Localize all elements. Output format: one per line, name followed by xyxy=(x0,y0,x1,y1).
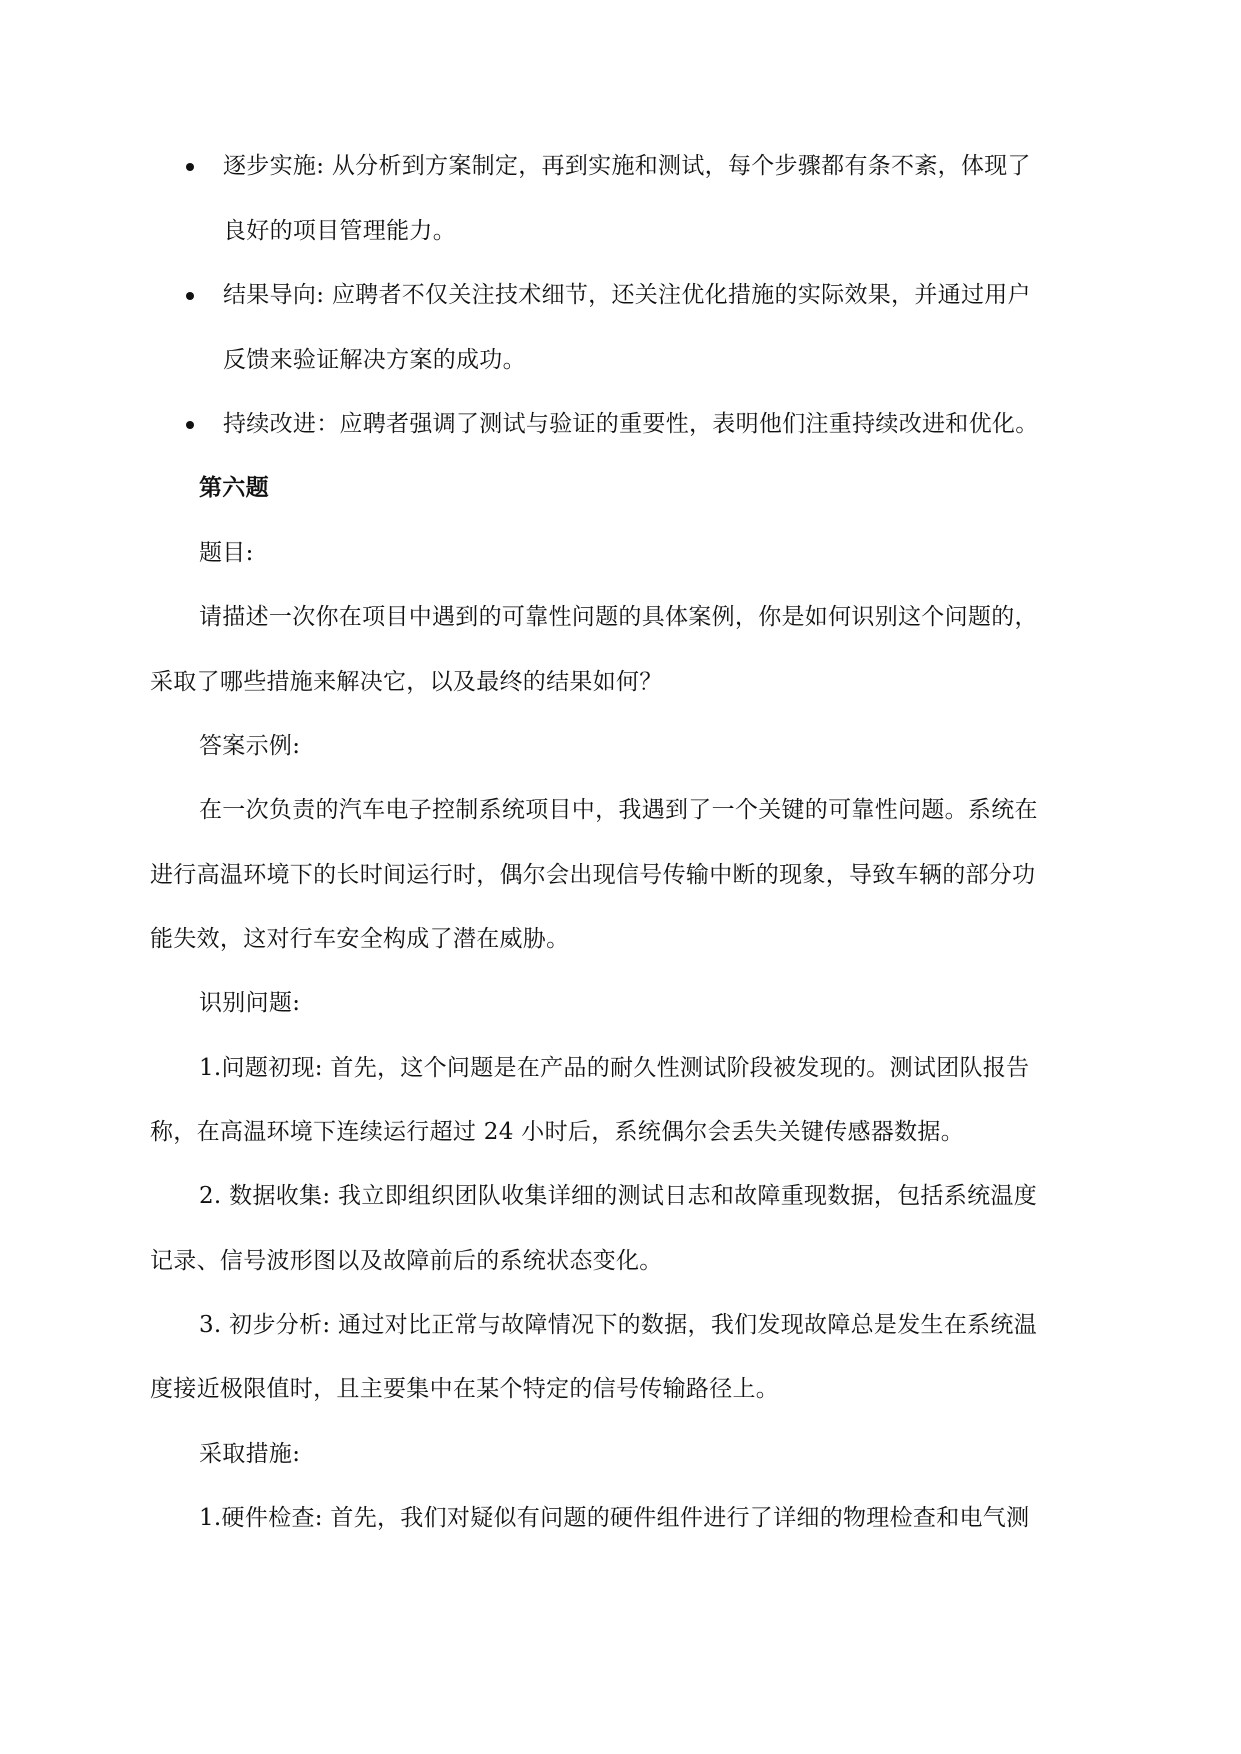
answer-label: 答案示例: xyxy=(199,733,301,759)
identify-item-1-line-2: 称，在高温环境下连续运行超过 24 小时后，系统偶尔会丢失关键传感器数据。 xyxy=(150,1119,964,1145)
question-line-1: 请描述一次你在项目中遇到的可靠性问题的具体案例，你是如何识别这个问题的， xyxy=(199,604,1038,630)
bullet-3-line-1: 持续改进：应聘者强调了测试与验证的重要性，表明他们注重持续改进和优化。 xyxy=(223,411,1039,437)
identify-item-3-line-2: 度接近极限值时，且主要集中在某个特定的信号传输路径上。 xyxy=(150,1376,780,1402)
identify-item-2-line-2: 记录、信号波形图以及故障前后的系统状态变化。 xyxy=(150,1248,663,1274)
bullet-dot-1 xyxy=(186,163,194,171)
identify-item-1-line-1: 1.问题初现: 首先，这个问题是在产品的耐久性测试阶段被发现的。测试团队报告 xyxy=(199,1055,1030,1081)
section-heading: 第六题 xyxy=(199,474,269,501)
identify-item-3-line-1: 3. 初步分析: 通过对比正常与故障情况下的数据，我们发现故障总是发生在系统温 xyxy=(199,1312,1038,1338)
bullet-1-line-1: 逐步实施: 从分析到方案制定，再到实施和测试，每个步骤都有条不紊，体现了 xyxy=(223,153,1031,179)
answer-intro-line-3: 能失效，这对行车安全构成了潜在威胁。 xyxy=(150,926,570,952)
measures-item-1-line-1: 1.硬件检查: 首先，我们对疑似有问题的硬件组件进行了详细的物理检查和电气测 xyxy=(199,1505,1030,1531)
bullet-dot-2 xyxy=(186,292,194,300)
measures-label: 采取措施: xyxy=(199,1441,301,1467)
question-label: 题目: xyxy=(199,540,254,566)
bullet-1-line-2: 良好的项目管理能力。 xyxy=(223,218,456,244)
bullet-dot-3 xyxy=(186,421,194,429)
identify-item-2-line-1: 2. 数据收集: 我立即组织团队收集详细的测试日志和故障重现数据，包括系统温度 xyxy=(199,1183,1038,1209)
bullet-2-line-1: 结果导向: 应聘者不仅关注技术细节，还关注优化措施的实际效果，并通过用户 xyxy=(223,282,1031,308)
bullet-2-line-2: 反馈来验证解决方案的成功。 xyxy=(223,347,526,373)
answer-intro-line-2: 进行高温环境下的长时间运行时，偶尔会出现信号传输中断的现象，导致车辆的部分功 xyxy=(150,862,1036,888)
answer-intro-line-1: 在一次负责的汽车电子控制系统项目中，我遇到了一个关键的可靠性问题。系统在 xyxy=(199,797,1038,823)
identify-label: 识别问题: xyxy=(199,990,301,1016)
question-line-2: 采取了哪些措施来解决它，以及最终的结果如何？ xyxy=(150,669,663,695)
